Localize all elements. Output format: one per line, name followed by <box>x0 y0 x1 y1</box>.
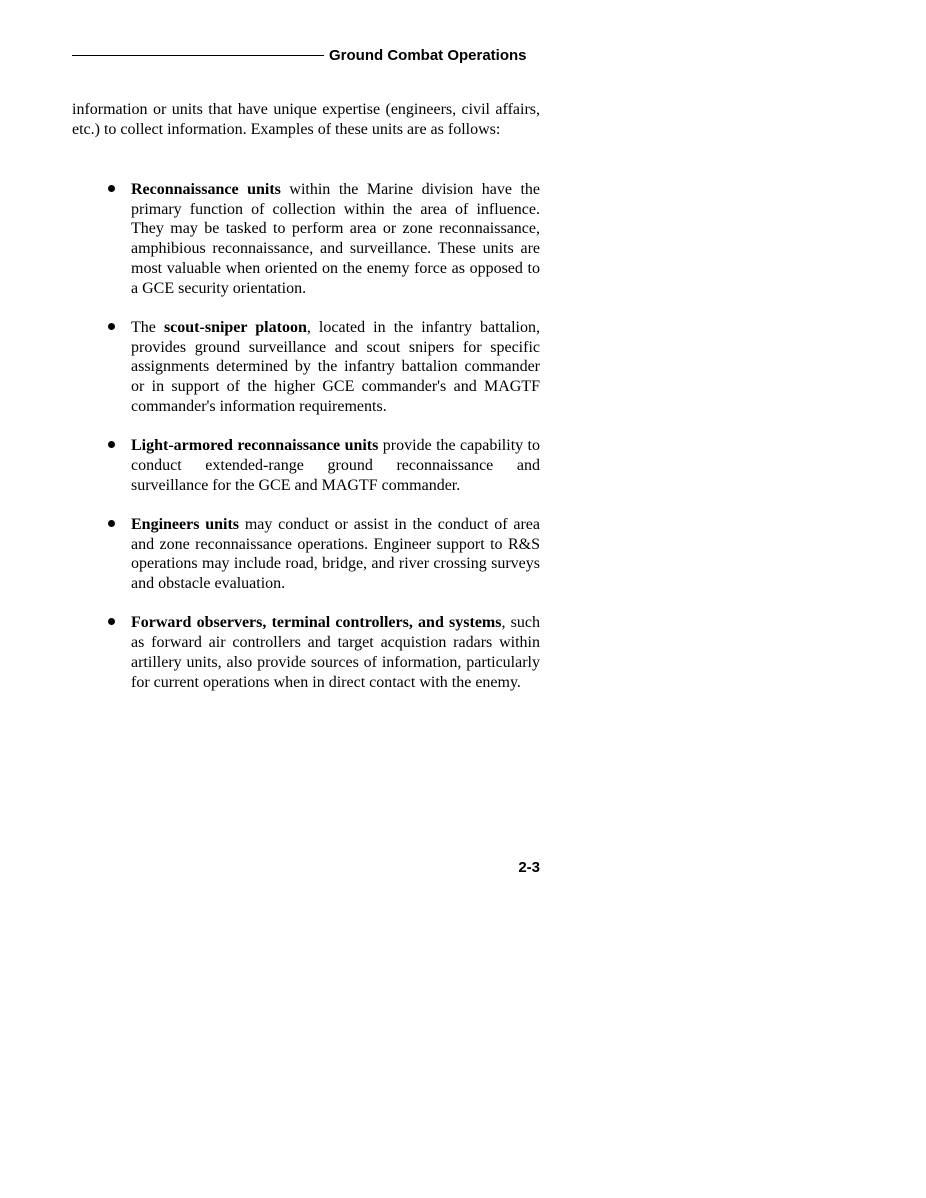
bullet-lead-text: The <box>131 318 164 336</box>
bullet-body-text: within the Marine division have the primary function of collection within the area of influence. They may be tasked to perform area or zone reconnaissance, amphibious reconnaissance, and surveillance. These units are most valuable when oriented on the enemy force as opposed to a GCE security orientation. <box>131 181 541 297</box>
bullet-body-text: , such as forward air controllers and target acquistion radars within artillery units, also provide sources of information, particularly for current operations when in direct contact with the enemy. <box>131 614 541 691</box>
list-item <box>106 515 540 594</box>
list-item <box>106 613 540 692</box>
bullet-list <box>106 180 540 712</box>
list-item <box>106 436 540 495</box>
bullet-text <box>131 614 540 690</box>
list-item <box>106 180 540 298</box>
intro-paragraph: information or units that have unique expertise (engineers, civil affairs, etc.) to collect information. Examples of these units are as follows: <box>72 101 540 138</box>
bullet-icon <box>108 323 115 330</box>
list-item <box>106 318 540 417</box>
bullet-term: Engineers units <box>131 515 240 533</box>
bullet-text <box>131 181 540 297</box>
bullet-term: scout-sniper platoon <box>163 318 307 336</box>
page-number: 2-3 <box>518 859 540 876</box>
bullet-icon <box>108 185 115 192</box>
bullet-icon <box>108 520 115 527</box>
bullet-term: Forward observers, terminal controllers, and systems <box>131 614 502 632</box>
header-rule <box>72 55 324 56</box>
bullet-body-text: , located in the infantry battalion, provides ground surveillance and scout snipers for specific assignments determined by the infantry battalion commander or in support of the higher GCE commander's and MAGTF commander's information requirements. <box>131 318 541 415</box>
bullet-icon <box>108 618 115 625</box>
bullet-icon <box>108 441 115 448</box>
running-header-title: Ground Combat Operations <box>329 47 527 64</box>
bullet-body-text: may conduct or assist in the conduct of area and zone reconnaissance operations. Engineer support to R&S operations may include road, bridge, and river crossing surveys and obstacle evaluation. <box>131 515 541 593</box>
bullet-text <box>131 516 540 592</box>
bullet-term: Light-armored reconnaissance units <box>131 437 379 455</box>
bullet-text <box>131 319 540 415</box>
bullet-body-text: provide the capability to conduct extended-range ground reconnaissance and surveillance for the GCE and MAGTF commander. <box>131 437 541 494</box>
bullet-text <box>131 437 540 493</box>
bullet-term: Reconnaissance units <box>131 181 281 198</box>
